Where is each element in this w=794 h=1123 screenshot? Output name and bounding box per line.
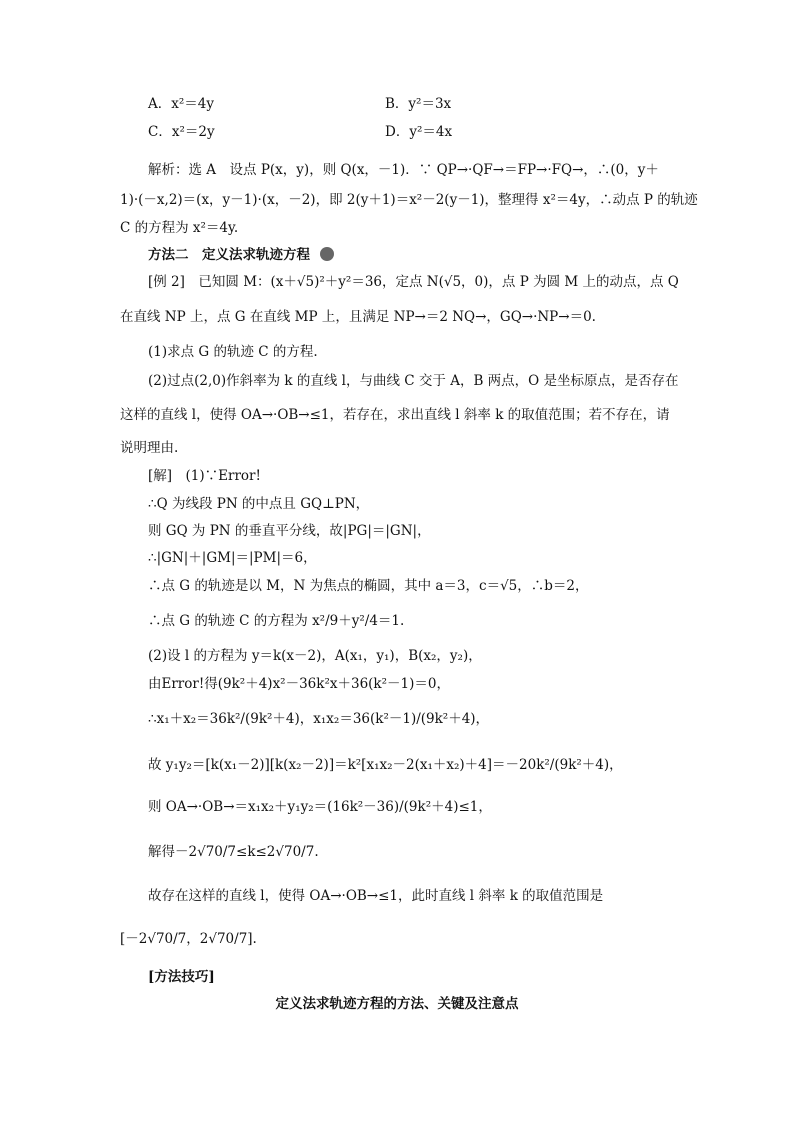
solution-line-2: ∴Q 为线段 PN 的中点且 GQ⊥PN，: [148, 496, 370, 512]
tips-label: [方法技巧]: [148, 969, 215, 985]
solution-line-7: (2)设 l 的方程为 y＝k(x－2)，A(x₁，y₁)，B(x₂，y₂)，: [148, 648, 482, 664]
tips-heading: 定义法求轨迹方程的方法、关键及注意点: [275, 996, 519, 1012]
solution-line-10: 故 y₁y₂＝[k(x₁－2)][k(x₂－2)]＝k²[x₁x₂－2(x₁＋x₂)＋4]＝－20k²/(9k²＋4)，: [148, 757, 623, 773]
solution-line-11: 则 OA→·OB→＝x₁x₂＋y₁y₂＝(16k²－36)/(9k²＋4)≤1，: [148, 799, 492, 815]
solution-line-14: [－2√70/7，2√70/7].: [120, 931, 257, 947]
option-b: B．y²＝3x: [385, 96, 452, 112]
method-heading: [148, 245, 334, 265]
question-2-line-1: (2)过点(2,0)作斜率为 k 的直线 l，与曲线 C 交于 A，B 两点，O 是坐标原点，是否存在: [148, 373, 679, 389]
solution-line-12: 解得－2√70/7≤k≤2√70/7.: [148, 844, 319, 860]
example-line-2: 在直线 NP 上，点 G 在直线 MP 上，且满足 NP→＝2 NQ→，GQ→·NP→＝0.: [120, 309, 596, 325]
analysis-line-3: C 的方程为 x²＝4y.: [120, 220, 239, 236]
analysis-line-1: 解析：选 A 设点 P(x，y)，则 Q(x，－1)．∵ QP→·QF→＝FP→·FQ→，∴(0，y＋: [148, 162, 659, 178]
solution-line-13: 故存在这样的直线 l，使得 OA→·OB→≤1，此时直线 l 斜率 k 的取值范围是: [148, 888, 604, 904]
method-title: 方法二 定义法求轨迹方程: [148, 247, 310, 263]
bullet-dot-icon: [320, 247, 334, 261]
solution-line-4: ∴|GN|＋|GM|＝|PM|＝6，: [148, 550, 317, 566]
solution-line-9: ∴x₁＋x₂＝36k²/(9k²＋4)，x₁x₂＝36(k²－1)/(9k²＋4)，: [148, 711, 490, 727]
example-line-1: [例 2] 已知圆 M：(x＋√5)²＋y²＝36，定点 N(√5，0)，点 P 为圆 M 上的动点，点 Q: [148, 274, 679, 290]
question-1: (1)求点 G 的轨迹 C 的方程.: [148, 344, 318, 360]
option-a: A．x²＝4y: [148, 96, 214, 112]
option-d: D．y²＝4x: [385, 124, 453, 140]
question-2-line-2: 这样的直线 l，使得 OA→·OB→≤1，若存在，求出直线 l 斜率 k 的取值范围；若不存在，请: [120, 407, 670, 423]
solution-line-6: ∴点 G 的轨迹 C 的方程为 x²/9＋y²/4＝1.: [148, 613, 405, 629]
option-c: C．x²＝2y: [148, 124, 215, 140]
analysis-line-2: 1)·(－x,2)＝(x，y－1)·(x，－2)，即 2(y＋1)＝x²－2(y－1)，整理得 x²＝4y，∴动点 P 的轨迹: [120, 192, 698, 208]
solution-line-3: 则 GQ 为 PN 的垂直平分线，故|PG|＝|GN|，: [148, 523, 431, 539]
solution-line-5: ∴点 G 的轨迹是以 M，N 为焦点的椭圆，其中 a＝3，c＝√5，∴b＝2，: [148, 578, 589, 594]
question-2-line-3: 说明理由.: [120, 440, 179, 456]
solution-line-1: [解] (1)∵Error!: [148, 468, 261, 484]
solution-line-8: 由Error!得(9k²＋4)x²－36k²x＋36(k²－1)＝0，: [148, 676, 450, 692]
